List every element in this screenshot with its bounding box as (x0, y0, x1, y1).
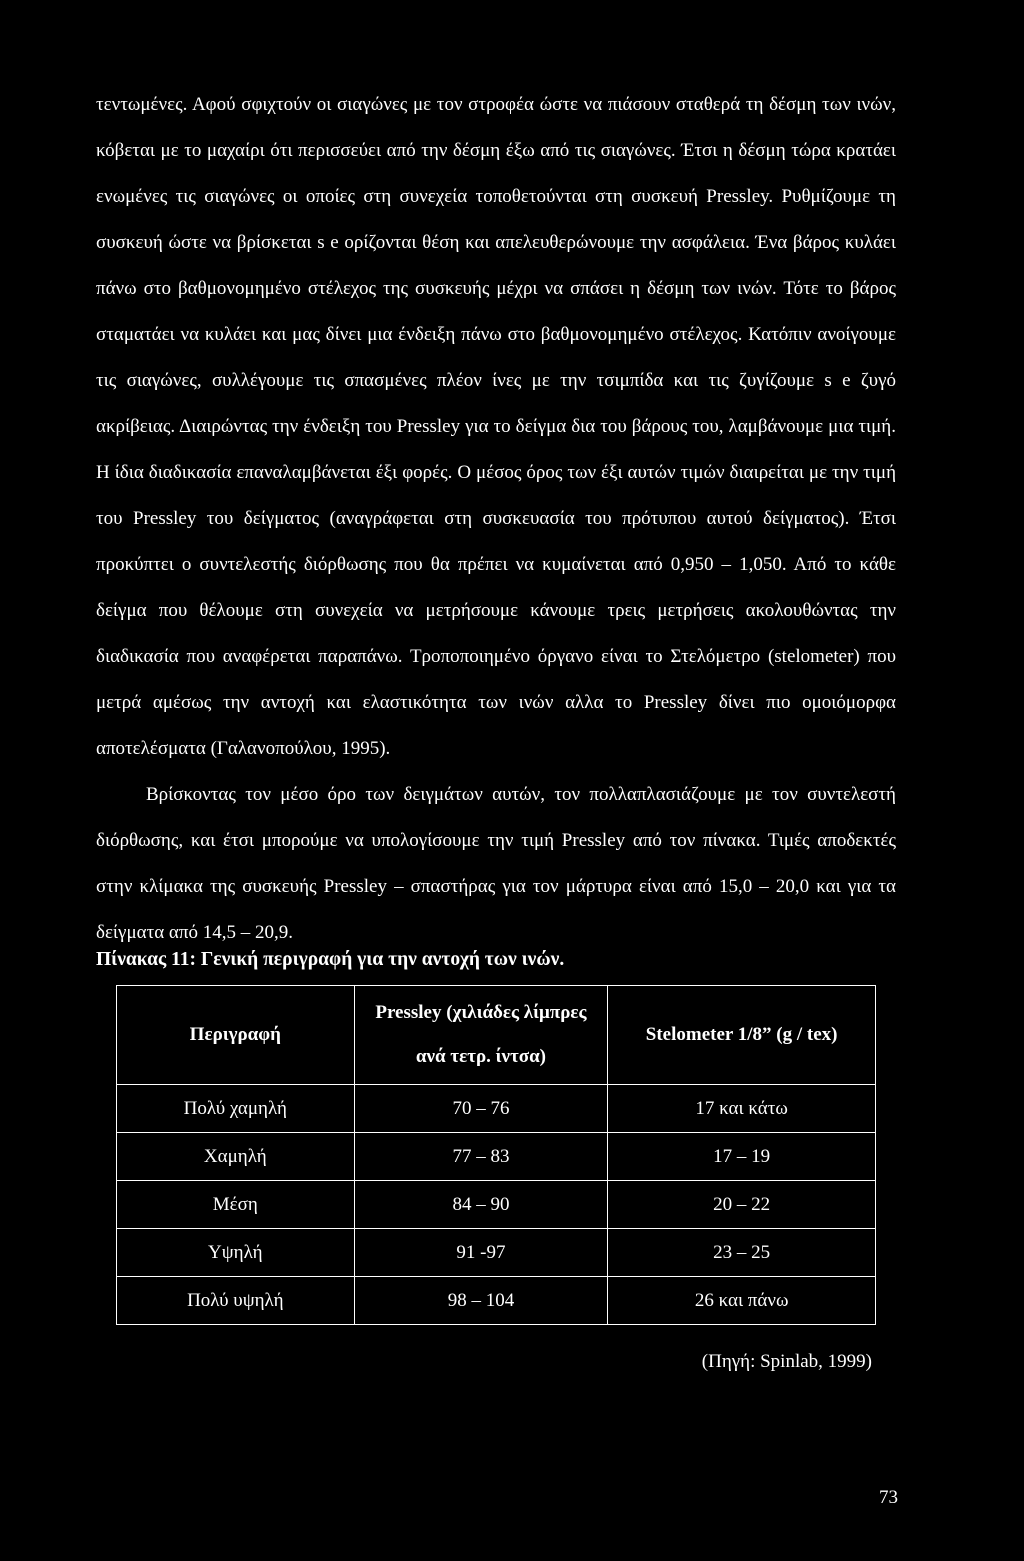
paragraph: τεντωμένες. Αφού σφιχτούν οι σιαγώνες με τον στροφέα ώστε να πιάσουν σταθερά τη δέσμη των ινών, κόβεται με το μαχαίρι ότι περισσεύει από την δέσμη έξω από τις σιαγώνες. Έτσι η δέσμη τώρα κρατάει ενωμένες τις σιαγώνες οι οποίες στη συνεχεία τοποθετούνται στη συσκευή Pressley. Ρυθμίζουμε τη συσκευή ώστε να βρίσκεται s e ορίζονται θέση και απελευθερώνουμε την ασφάλεια. Ένα βάρος κυλάει πάνω στο βαθμονομημένο στέλεχος της συσκευής μέχρι να σπάσει η δέσμη των ινών. Τότε το βάρος σταματάει να κυλάει και μας δίνει μια ένδειξη πάνω στο βαθμονομημένο στέλεχος. Κατόπιν ανοίγουμε τις σιαγώνες, συλλέγουμε τις σπασμένες πλέον ίνες με την τσιμπίδα και τις ζυγίζουμε s e ζυγό ακρίβειας. Διαιρώντας την ένδειξη του Pressley για το δείγμα δια του βάρους του, λαμβάνουμε μια τιμή. Η ίδια διαδικασία επαναλαμβάνεται έξι φορές. Ο μέσος όρος των έξι αυτών τιμών διαιρείται με την τιμή του Pressley του δείγματος (αναγράφεται στη συσκευασία του πρότυπου αυτού δείγματος). Έτσι προκύπτει ο συντελεστής διόρθωσης που θα πρέπει να κυμαίνεται από 0,950 – 1,050. Από το κάθε δείγμα που θέλουμε στη συνεχεία να μετρήσουμε κάνουμε τρεις μετρήσεις ακολουθώντας την διαδικασία που αναφέρεται παραπάνω. Τροποποιημένο όργανο είναι το Στελόμετρο (stelometer) που μετρά αμέσως την αντοχή και ελαστικότητα των ινών αλλα το Pressley δίνει πιο ομοιόμορφα αποτελέσματα (Γαλανοπούλου, 1995). (96, 94, 896, 759)
table-cell: 84 – 90 (354, 1181, 608, 1229)
table-cell: 26 και πάνω (608, 1277, 876, 1325)
column-header: Περιγραφή (117, 986, 355, 1085)
page-number: 73 (879, 1487, 898, 1508)
table-cell: Χαμηλή (117, 1133, 355, 1181)
table-cell: Υψηλή (117, 1229, 355, 1277)
table-cell: Πολύ υψηλή (117, 1277, 355, 1325)
table-cell: Πολύ χαμηλή (117, 1085, 355, 1133)
table-cell: 77 – 83 (354, 1133, 608, 1181)
table-row (117, 1277, 876, 1325)
table-row (117, 1085, 876, 1133)
table-row (117, 1133, 876, 1181)
table-cell: 23 – 25 (608, 1229, 876, 1277)
table-cell: 98 – 104 (354, 1277, 608, 1325)
table-cell: 91 -97 (354, 1229, 608, 1277)
table-source-note: (Πηγή: Spinlab, 1999) (701, 1351, 872, 1372)
table-caption: Πίνακας 11: Γενική περιγραφή για την αντοχή των ινών. (96, 949, 565, 970)
table-cell: 17 – 19 (608, 1133, 876, 1181)
table-cell: 20 – 22 (608, 1181, 876, 1229)
column-header: Stelometer 1/8” (g / tex) (608, 986, 876, 1085)
table-cell: 70 – 76 (354, 1085, 608, 1133)
column-header: Pressley (χιλιάδες λίμπρες ανά τετρ. ίντσα) (354, 986, 608, 1085)
table-row (117, 1229, 876, 1277)
paragraph: Βρίσκοντας τον μέσο όρο των δειγμάτων αυτών, τον πολλαπλασιάζουμε με τον συντελεστή διόρθωσης, και έτσι μπορούμε να υπολογίσουμε την τιμή Pressley από τον πίνακα. Τιμές αποδεκτές στην κλίμακα της συσκευής Pressley – σπαστήρας για τον μάρτυρα είναι από 15,0 – 20,0 και για τα δείγματα από 14,5 – 20,9. (96, 784, 896, 943)
table-cell: Μέση (117, 1181, 355, 1229)
body-text (96, 82, 896, 956)
table-cell: 17 και κάτω (608, 1085, 876, 1133)
table-row (117, 1181, 876, 1229)
table-header-row (117, 986, 876, 1085)
fiber-strength-table (116, 985, 876, 1325)
